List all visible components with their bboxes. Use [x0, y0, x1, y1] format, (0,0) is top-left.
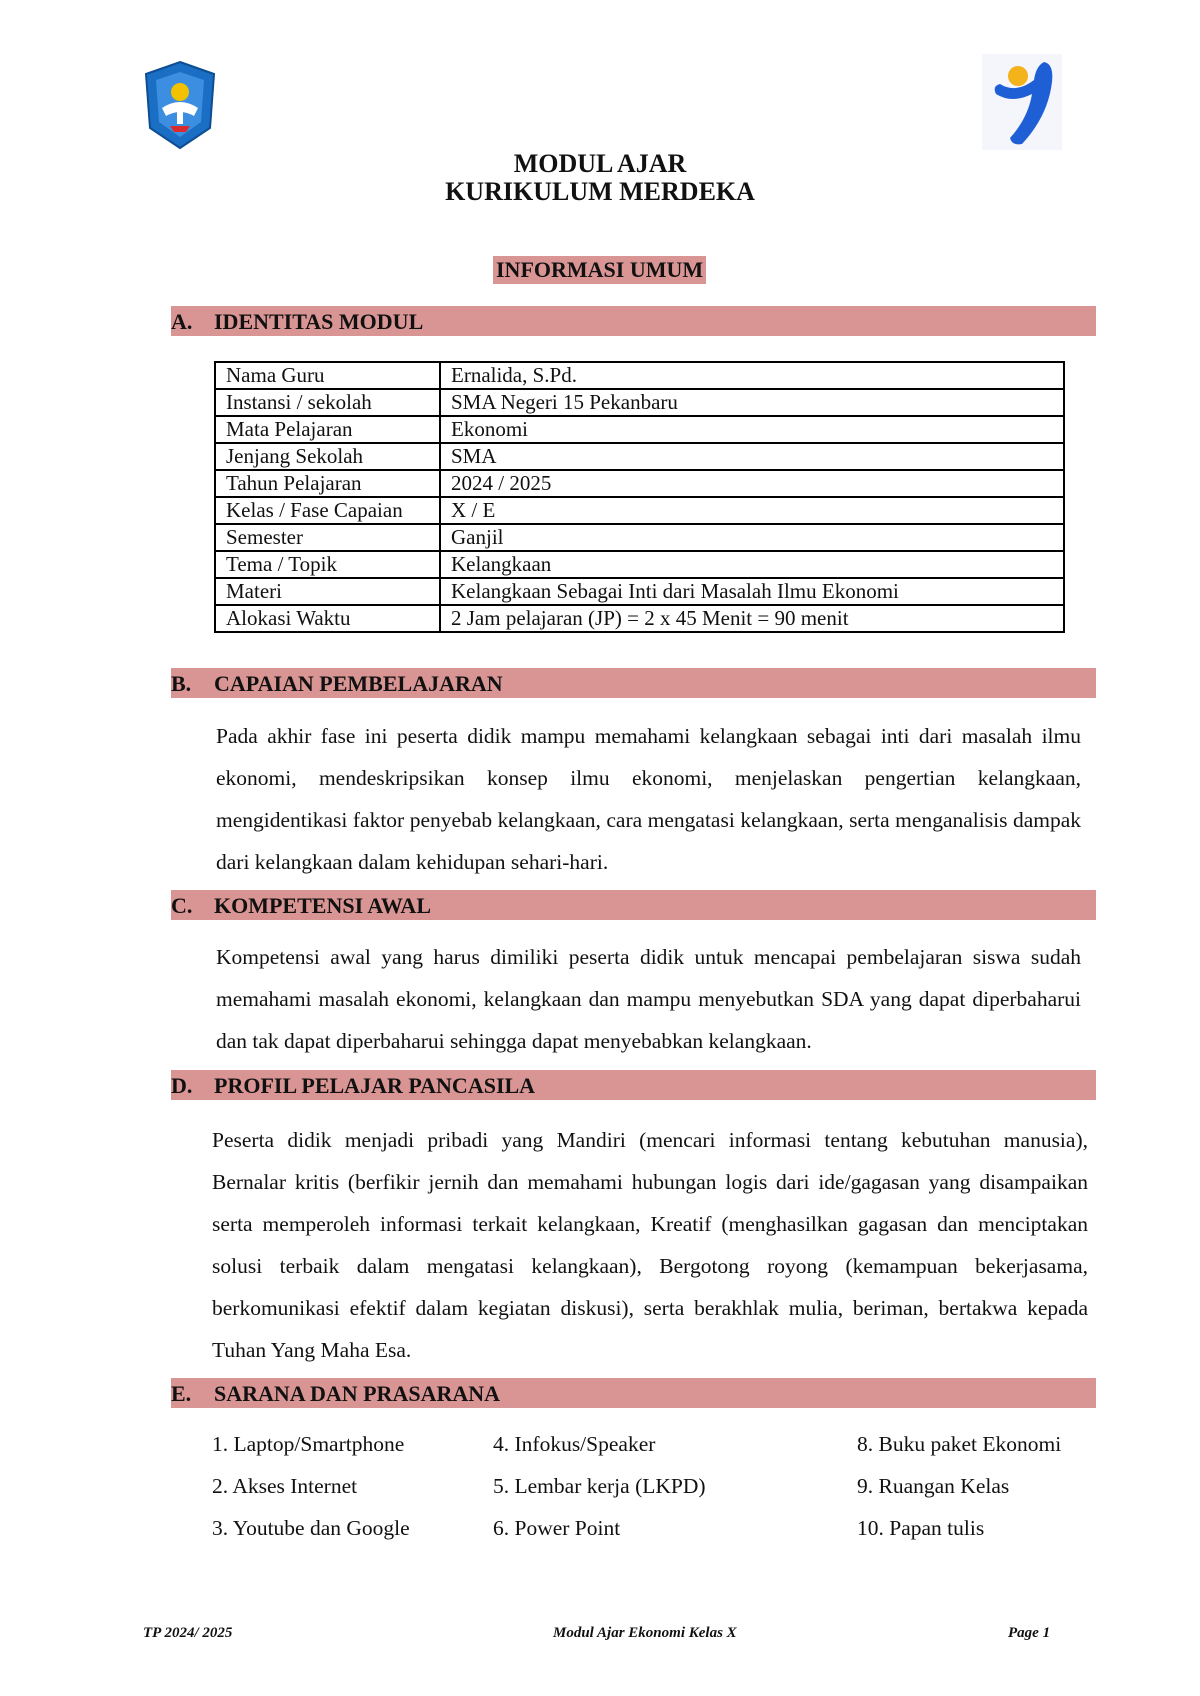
kompetensi-paragraph: Kompetensi awal yang harus dimiliki peserta didik untuk mencapai pembelajaran siswa sudah memahami masalah ekonomi, kelangkaan dan mampu menyebutkan SDA yang dapat diperbaharui dan tak dapat diperbaharui sehingga dapat menyebabkan kelangkaan.	[216, 945, 1081, 1053]
table-value: 2 Jam pelajaran (JP) = 2 x 45 Menit = 90 menit	[440, 605, 1064, 632]
info-umum-heading: INFORMASI UMUM	[493, 256, 706, 284]
section-label: IDENTITAS MODUL	[214, 309, 424, 334]
capaian-paragraph: Pada akhir fase ini peserta didik mampu memahami kelangkaan sebagai inti dari masalah ilmu ekonomi, mendeskripsikan konsep ilmu ekonomi, menjelaskan pengertian kelangkaan, mengidentikasi faktor penyebab kelangkaan, cara mengatasi kelangkaan, serta menganalisis dampak dari kelangkaan dalam kehidupan sehari-hari.	[216, 724, 1081, 874]
footer-title: Modul Ajar Ekonomi Kelas X	[553, 1625, 737, 1641]
document-subtitle: KURIKULUM MERDEKA	[445, 177, 755, 206]
document-title: MODUL AJAR	[513, 149, 687, 178]
table-value: X / E	[440, 497, 1064, 524]
tut-wuri-handayani-logo	[140, 60, 220, 152]
merdeka-mengajar-logo-icon	[982, 54, 1062, 150]
list-item: 10. Papan tulis	[857, 1516, 985, 1540]
table-value: Kelangkaan Sebagai Inti dari Masalah Ilmu Ekonomi	[440, 578, 1064, 605]
section-letter: C.	[171, 893, 193, 918]
list-item: 2. Akses Internet	[212, 1474, 358, 1498]
list-item: 4. Infokus/Speaker	[493, 1432, 656, 1456]
footer-page-number: Page 1	[1008, 1625, 1051, 1641]
table-row	[215, 524, 1064, 551]
list-item: 9. Ruangan Kelas	[857, 1474, 1010, 1498]
tut-wuri-handayani-emblem-icon	[140, 60, 220, 152]
list-item: 8. Buku paket Ekonomi	[857, 1432, 1062, 1456]
table-key: Tema / Topik	[215, 551, 440, 578]
table-value: SMA Negeri 15 Pekanbaru	[440, 389, 1064, 416]
section-label: PROFIL PELAJAR PANCASILA	[214, 1073, 536, 1098]
table-row	[215, 443, 1064, 470]
table-key: Materi	[215, 578, 440, 605]
table-row	[215, 578, 1064, 605]
section-letter: B.	[171, 671, 192, 696]
table-row	[215, 551, 1064, 578]
section-a-header	[171, 306, 1096, 336]
table-row	[215, 416, 1064, 443]
section-e-header	[171, 1378, 1096, 1408]
merdeka-mengajar-logo	[982, 54, 1062, 150]
table-key: Kelas / Fase Capaian	[215, 497, 440, 524]
identity-table	[214, 361, 1065, 633]
table-value: 2024 / 2025	[440, 470, 1064, 497]
table-row	[215, 389, 1064, 416]
table-key: Jenjang Sekolah	[215, 443, 440, 470]
list-item: 3. Youtube dan Google	[212, 1516, 410, 1540]
section-letter: D.	[171, 1073, 193, 1098]
table-value: Kelangkaan	[440, 551, 1064, 578]
table-key: Semester	[215, 524, 440, 551]
table-key: Tahun Pelajaran	[215, 470, 440, 497]
table-key: Alokasi Waktu	[215, 605, 440, 632]
table-key: Instansi / sekolah	[215, 389, 440, 416]
table-row	[215, 470, 1064, 497]
list-item: 1. Laptop/Smartphone	[212, 1432, 405, 1456]
table-row	[215, 497, 1064, 524]
table-row	[215, 362, 1064, 389]
table-value: Ekonomi	[440, 416, 1064, 443]
section-label: SARANA DAN PRASARANA	[214, 1381, 501, 1406]
profil-paragraph: Peserta didik menjadi pribadi yang Mandiri (mencari informasi tentang kebutuhan manusia), Bernalar kritis (berfikir jernih dan memahami hubungan logis dari ide/gagasan yang disampaikan serta memperoleh informasi terkait kelangkaan, Kreatif (menghasilkan gagasan dan menciptakan solusi terbaik dalam mengatasi kelangkaan), Bergotong royong (kemampuan bekerjasama, berkomunikasi efektif dalam kegiatan diskusi), serta berakhlak mulia, beriman, bertakwa kepada Tuhan Yang Maha Esa.	[212, 1128, 1088, 1362]
section-letter: E.	[171, 1381, 192, 1406]
table-key: Nama Guru	[215, 362, 440, 389]
table-row	[215, 605, 1064, 632]
section-b-header	[171, 668, 1096, 698]
section-c-header	[171, 890, 1096, 920]
table-value: Ernalida, S.Pd.	[440, 362, 1064, 389]
section-d-header	[171, 1070, 1096, 1100]
table-value: SMA	[440, 443, 1064, 470]
list-item: 6. Power Point	[493, 1516, 621, 1540]
section-label: KOMPETENSI AWAL	[214, 893, 431, 918]
section-label: CAPAIAN PEMBELAJARAN	[214, 671, 503, 696]
table-value: Ganjil	[440, 524, 1064, 551]
footer-year: TP 2024/ 2025	[143, 1625, 233, 1641]
section-letter: A.	[171, 309, 193, 334]
list-item: 5. Lembar kerja (LKPD)	[493, 1474, 706, 1498]
table-key: Mata Pelajaran	[215, 416, 440, 443]
